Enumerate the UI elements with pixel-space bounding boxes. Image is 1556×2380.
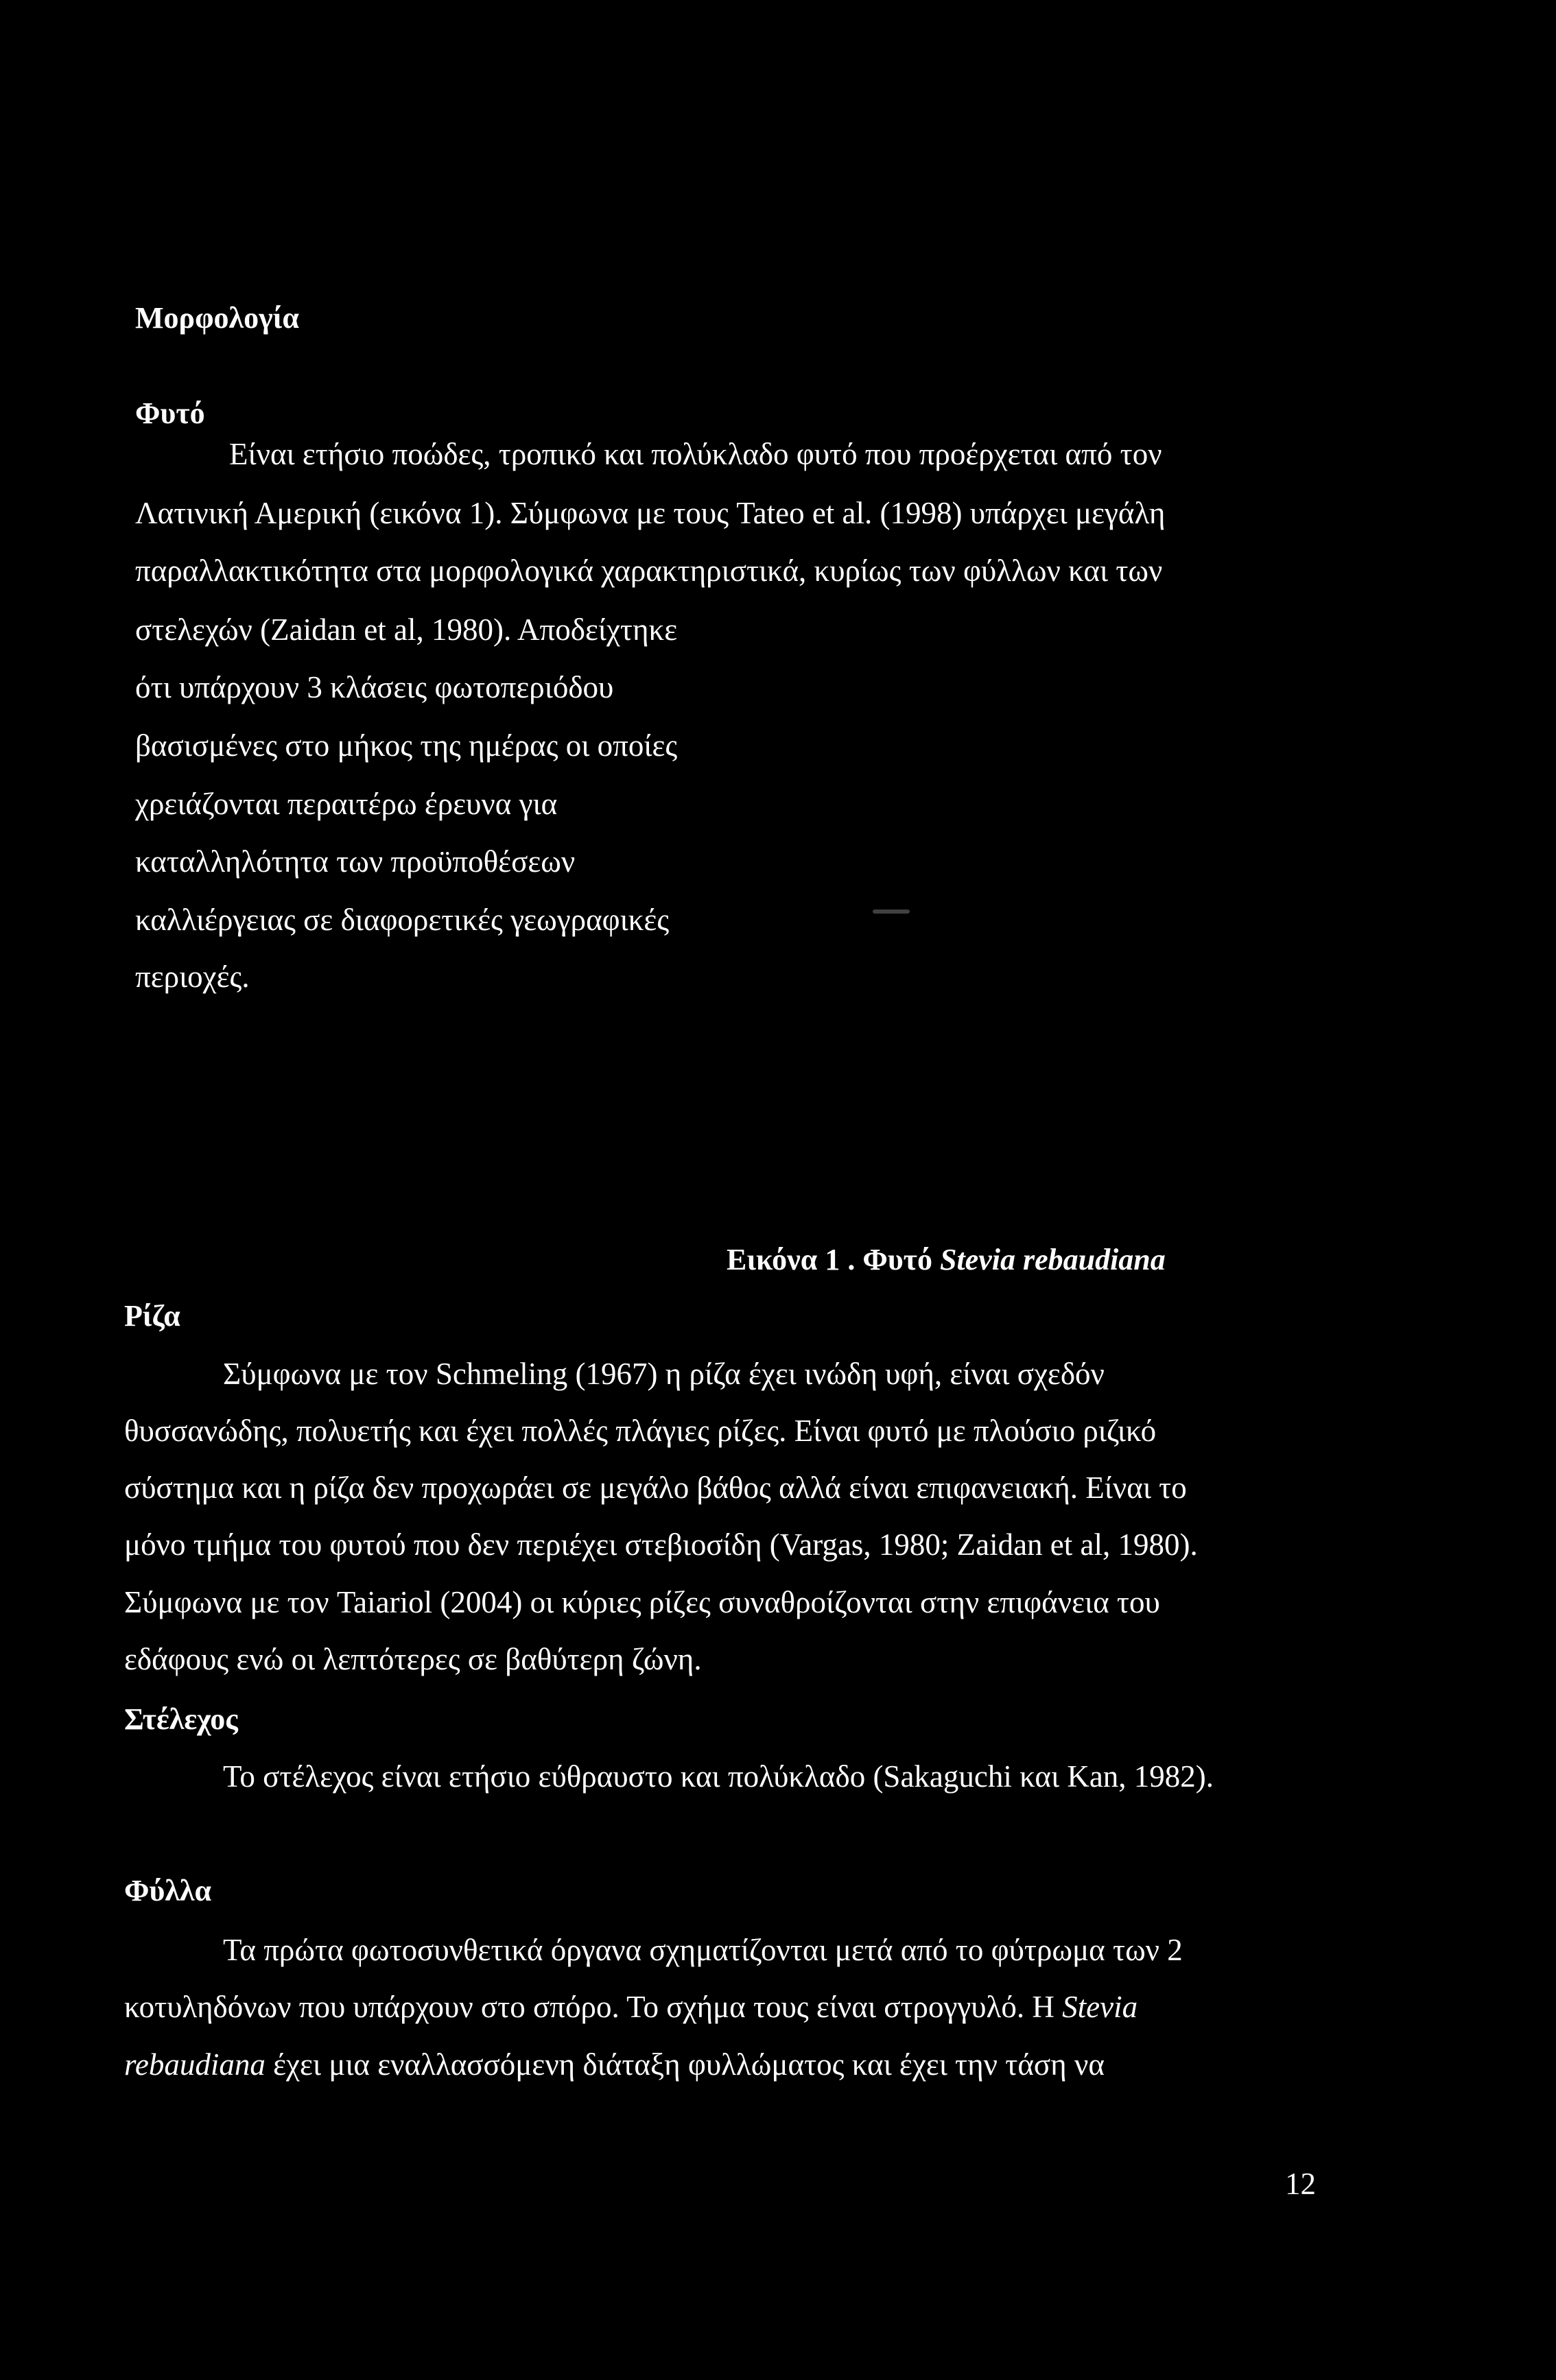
plant-line-8: καλλιέργειας σε διαφορετικές γεωγραφικές (135, 903, 670, 937)
plant-paragraph-line (135, 783, 557, 824)
plant-paragraph-line (135, 550, 1319, 591)
plant-heading: Φυτό (135, 396, 205, 430)
figure-caption-prefix: Εικόνα 1 . Φυτό (727, 1243, 940, 1276)
root-line-2: σύστημα και η ρίζα δεν προχωράει σε μεγάλο βάθος αλλά είναι επιφανειακή. Είναι το (124, 1471, 1187, 1505)
figure-image-artifact (873, 909, 910, 914)
plant-paragraph-line (135, 667, 613, 708)
plant-paragraph-line (229, 433, 1319, 475)
plant-line-4: ότι υπάρχουν 3 κλάσεις φωτοπεριόδου (135, 670, 614, 704)
root-paragraph-line (124, 1582, 1160, 1623)
leaves-line-1-species: Stevia (1062, 1990, 1138, 2024)
root-line-1: θυσσανώδης, πολυετής και έχει πολλές πλάγιες ρίζες. Είναι φυτό με πλούσιο ριζικό (124, 1414, 1157, 1448)
leaves-paragraph-line (223, 1929, 1183, 1971)
root-paragraph-line (124, 1410, 1156, 1451)
plant-line-3: στελεχών (Zaidan et al, 1980). Αποδείχτηκε (135, 612, 678, 647)
leaves-line-1-prefix: κοτυληδόνων που υπάρχουν στο σπόρο. Το σχήμα τους είναι στρογγυλό. Η (124, 1990, 1063, 2024)
root-line-5: εδάφους ενώ οι λεπτότερες σε βαθύτερη ζώνη. (124, 1642, 702, 1676)
plant-paragraph-line (135, 492, 1319, 534)
leaves-paragraph-line (124, 2044, 1105, 2085)
plant-paragraph-line (135, 841, 575, 882)
root-line-4: Σύμφωνα με τον Taiariol (2004) οι κύριες ρίζες συναθροίζονται στην επιφάνεια του (124, 1585, 1160, 1619)
leaves-paragraph-line (124, 1986, 1137, 2027)
root-paragraph-line (124, 1467, 1187, 1508)
root-heading: Ρίζα (124, 1299, 180, 1333)
root-paragraph-line (124, 1524, 1198, 1565)
leaves-heading: Φύλλα (124, 1874, 212, 1907)
stem-heading: Στέλεχος (124, 1702, 238, 1736)
page-number: 12 (1285, 2167, 1316, 2201)
leaves-line-0: Τα πρώτα φωτοσυνθετικά όργανα σχηματίζονται μετά από το φύτρωμα των 2 (223, 1933, 1183, 1967)
plant-line-2: παραλλακτικότητα στα μορφολογικά χαρακτηριστικά, κυρίως των φύλλων και των (135, 554, 1163, 588)
stem-paragraph-line (223, 1756, 1214, 1797)
plant-paragraph-line (135, 609, 677, 650)
figure-caption-species: Stevia rebaudiana (939, 1243, 1166, 1276)
plant-line-5: βασισμένες στο μήκος της ημέρας οι οποίες (135, 728, 678, 763)
leaves-line-2-species: rebaudiana (124, 2047, 266, 2082)
plant-paragraph-line (135, 956, 250, 997)
root-paragraph-line (124, 1639, 702, 1680)
plant-line-1: Λατινική Αμερική (εικόνα 1). Σύμφωνα με τους Tateo et al. (1998) υπάρχει μεγάλη (135, 496, 1166, 530)
root-line-3: μόνο τμήμα του φυτού που δεν περιέχει στεβιοσίδη (Vargas, 1980; Zaidan et al, 1980). (124, 1527, 1198, 1562)
root-paragraph-line (223, 1353, 1105, 1394)
section-title: Μορφολογία (135, 301, 299, 335)
stem-line-0: Το στέλεχος είναι ετήσιο εύθραυστο και πολύκλαδο (Sakaguchi και Kan, 1982). (223, 1759, 1214, 1794)
leaves-line-2-rest: έχει μια εναλλασσόμενη διάταξη φυλλώματος και έχει την τάση να (265, 2047, 1105, 2082)
plant-line-7: καταλληλότητα των προϋποθέσεων (135, 844, 576, 879)
plant-line-0: Είναι ετήσιο ποώδες, τροπικό και πολύκλαδο φυτό που προέρχεται από τον (229, 437, 1162, 471)
plant-paragraph-line (135, 725, 677, 766)
root-line-0: Σύμφωνα με τον Schmeling (1967) η ρίζα έχει ινώδη υφή, είναι σχεδόν (223, 1357, 1105, 1391)
plant-line-9: περιοχές. (135, 960, 250, 994)
figure-caption (727, 1239, 1166, 1281)
plant-line-6: χρειάζονται περαιτέρω έρευνα για (135, 787, 558, 821)
plant-paragraph-line (135, 899, 669, 940)
